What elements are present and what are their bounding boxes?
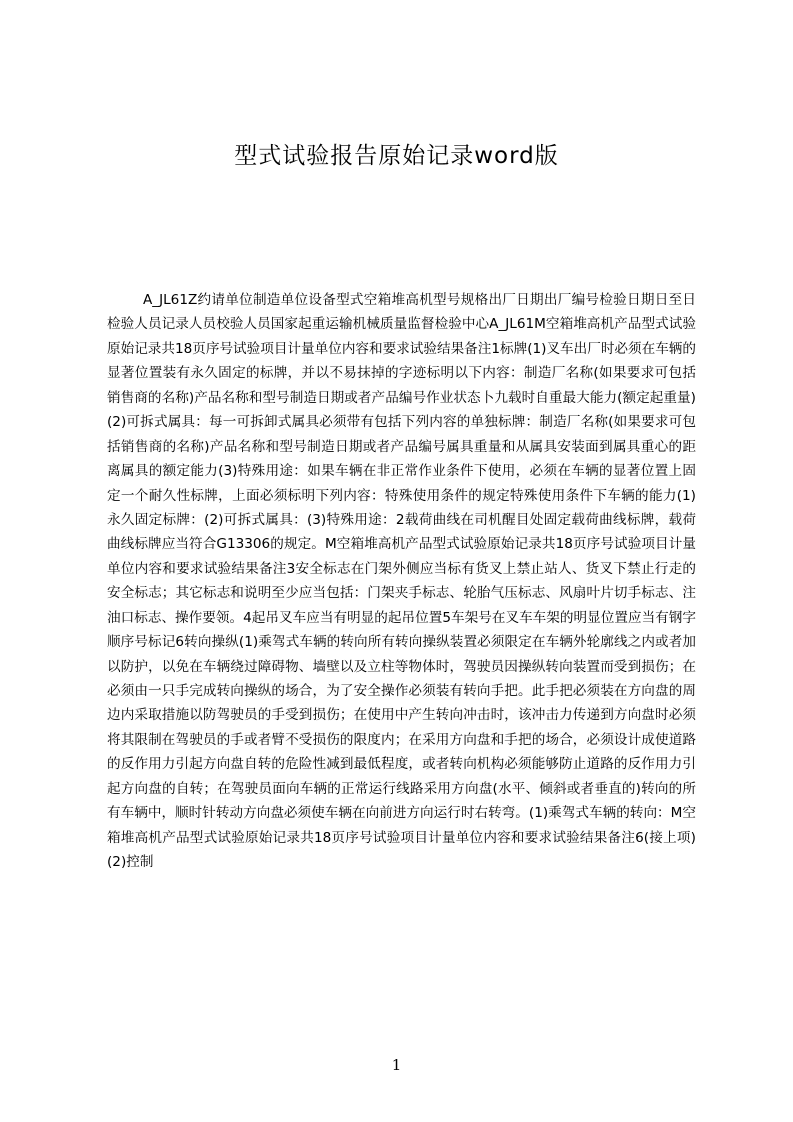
document-body-paragraph: A_JL61Z约请单位制造单位设备型式空箱堆高机型号规格出厂日期出厂编号检验日期日至日检验人员记录人员校验人员国家起重运输机械质量监督检验中心A_JL61M空箱堆高机产品型式试验原始记录共18页序号试验项目计量单位内容和要求试验结果备注1标牌(1)叉车出厂时必须在车辆的显著位置装有永久固定的标牌，并以不易抹掉的字迹标明以下内容：制造厂名称(如果要求可包括销售商的名称)产品名称和型号制造日期或者产品编号作业状态卜九载时自重最大能力(额定起重量)(2)可拆式属具：每一可拆卸式属具必须带有包括下列内容的单独标牌：制造厂名称(如果要求可包括销售商的名称)产品名称和型号制造日期或者产品编号属具重量和从属具安装面到属具重心的距离属具的额定能力(3)特殊用途：如果车辆在非正常作业条件下使用，必须在车辆的显著位置上固定一个耐久性标牌，上面必须标明下列内容：特殊使用条件的规定特殊使用条件下车辆的能力(1)永久固定标牌：(2)可拆式属具：(3)特殊用途：2载荷曲线在司机醒目处固定载荷曲线标牌，载荷曲线标牌应当符合G13306的规定。M空箱堆高机产品型式试验原始记录共18页序号试验项目计量单位内容和要求试验结果备注3安全标志在门架外侧应当标有货叉上禁止站人、货叉下禁止行走的安全标志；其它标志和说明至少应当包括：门架夹手标志、轮胎气压标志、风扇叶片切手标志、注油口标志、操作要领。4起吊叉车应当有明显的起吊位置5车架号在叉车车架的明显位置应当有钢字顺序号标记6转向操纵(1)乘驾式车辆的转向所有转向操纵装置必须限定在车辆外轮廓线之内或者加以防护，以免在车辆绕过障碍物、墙壁以及立柱等物体时，驾驶员因操纵转向装置而受到损伤；在必须由一只手完成转向操纵的场合，为了安全操作必须装有转向手把。此手把必须装在方向盘的周边内采取措施以防驾驶员的手受到损伤；在使用中产生转向冲击时，该冲击力传递到方向盘时必须将其限制在驾驶员的手或者臂不受损伤的限度内；在采用方向盘和手把的场合，必须设计成使道路的反作用力引起方向盘自转的危险性减到最低程度，或者转向机构必须能够防止道路的反作用力引起方向盘的自转；在驾驶员面向车辆的正常运行线路采用方向盘(水平、倾斜或者垂直的)转向的所有车辆中，顺时针转动方向盘必须使车辆在向前进方向运行时右转弯。(1)乘驾式车辆的转向：M空箱堆高机产品型式试验原始记录共18页序号试验项目计量单位内容和要求试验结果备注6(接上项)(2)控制 [107, 292, 696, 871]
document-title: 型式试验报告原始记录word版 [234, 143, 559, 169]
page-number: 1 [391, 1056, 402, 1074]
